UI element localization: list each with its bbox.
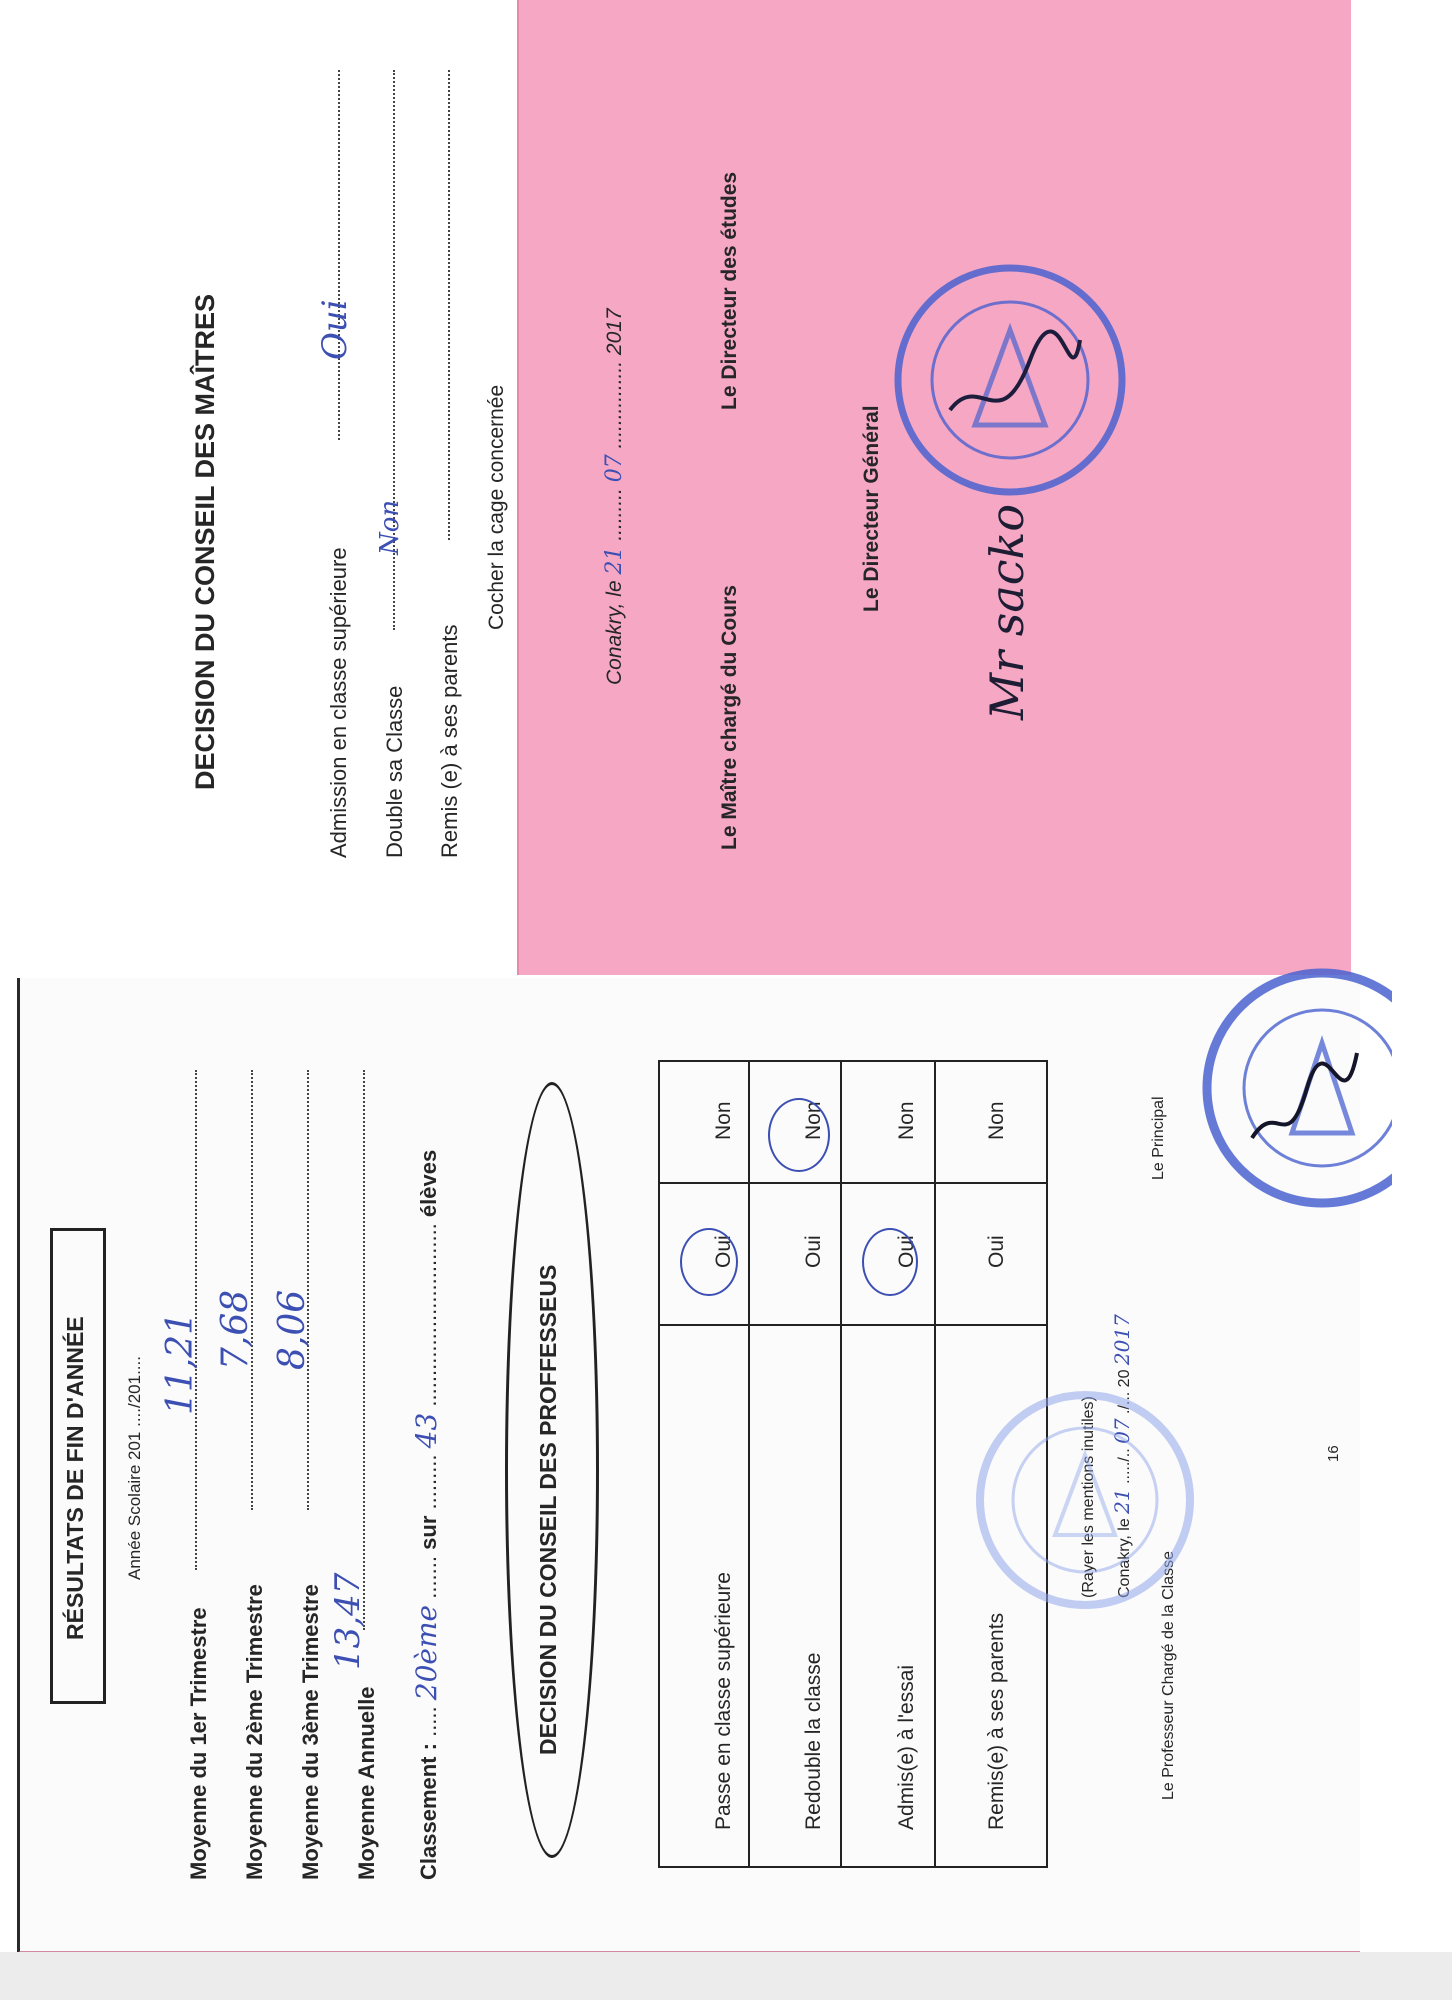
conseil-maitres-title: DECISION DU CONSEIL DES MAÎTRES xyxy=(190,293,220,790)
cell-oui-redouble: Oui xyxy=(802,1235,825,1268)
sig-professeur: Le Professeur Chargé de la Classe xyxy=(1160,1550,1177,1800)
classement-value: 20ème xyxy=(410,1604,443,1701)
avg-2-value: 7,68 xyxy=(215,1289,256,1370)
avg-1-label: Moyenne du 1er Trimestre xyxy=(186,1607,211,1880)
eleves-label: élèves xyxy=(416,1149,441,1218)
row-label-remis: Remis(e) à ses parents xyxy=(985,1612,1008,1830)
date-year: 2017 xyxy=(603,308,626,356)
date-year-white: 2017 xyxy=(1110,1314,1134,1366)
cell-non-admis: Non xyxy=(895,1101,918,1140)
avg-1-value: 11,21 xyxy=(160,1311,201,1415)
circle-mark-admis-oui xyxy=(862,1228,918,1296)
faded-stamp-white xyxy=(960,1375,1210,1625)
cell-oui-passe: Oui xyxy=(712,1235,735,1268)
table-row-divider xyxy=(660,1182,1046,1184)
sur-label: sur xyxy=(416,1515,441,1550)
annee-scolaire: Année Scolaire 201 ..../201.... xyxy=(125,1356,144,1580)
date-month: 07 xyxy=(602,454,627,483)
admission-value: Oui xyxy=(315,299,355,360)
sig-maitre: Le Maître chargé du Cours xyxy=(718,585,741,850)
cell-oui-remis: Oui xyxy=(985,1235,1008,1268)
double-label: Double sa Classe xyxy=(382,685,407,858)
date-month-white: 07 xyxy=(1110,1418,1134,1444)
signature-pink: Mr sacko xyxy=(980,503,1034,720)
cell-non-passe: Non xyxy=(712,1101,735,1140)
sig-directeur-general: Le Directeur Général xyxy=(860,405,883,612)
admission-dots xyxy=(338,70,340,440)
cell-non-redouble: Non xyxy=(802,1101,825,1140)
classement-row: Classement : ..... 20ème ....... sur ......... 43 .............................. élèves xyxy=(410,1149,443,1880)
table-row-divider xyxy=(660,1324,1046,1326)
page-number: 16 xyxy=(1325,1445,1342,1462)
avg-annual-dots xyxy=(363,1070,365,1630)
avg-2-label: Moyenne du 2ème Trimestre xyxy=(242,1584,267,1880)
double-value: Non xyxy=(375,499,405,555)
cocher-note: Cocher la cage concernée xyxy=(485,384,508,630)
circle-mark-redouble-non xyxy=(768,1098,830,1172)
date-day-white: 21 xyxy=(1110,1488,1134,1514)
remis-label: Remis (e) à ses parents xyxy=(437,624,462,858)
principal-stamp xyxy=(1182,958,1392,1220)
row-label-redouble: Redouble la classe xyxy=(802,1652,825,1830)
classement-label: Classement : xyxy=(416,1743,441,1880)
sur-value: 43 xyxy=(410,1412,443,1449)
conakry-date-white: Conakry, le 21 ...../.. 07 ./... 20 2017 xyxy=(1110,1314,1134,1598)
sig-principal: Le Principal xyxy=(1150,1096,1167,1180)
date-day: 21 xyxy=(602,546,627,575)
avg-annual-label: Moyenne Annuelle xyxy=(354,1686,379,1880)
avg-3-label: Moyenne du 3ème Trimestre xyxy=(298,1584,323,1880)
admission-label: Admission en classe supérieure xyxy=(326,547,351,858)
row-label-admis: Admis(e) à l'essai xyxy=(895,1664,918,1830)
official-stamp-pink xyxy=(880,250,1140,510)
results-title: RÉSULTATS DE FIN D'ANNÉE xyxy=(62,1316,88,1640)
date-prefix-white: Conakry, le xyxy=(1116,1518,1133,1598)
circle-mark-passe-oui xyxy=(680,1228,738,1296)
avg-annual-value: 13,47 xyxy=(328,1572,368,1670)
date-prefix: Conakry, le xyxy=(603,580,626,685)
cell-non-remis: Non xyxy=(985,1101,1008,1140)
remis-dots xyxy=(448,70,450,540)
sig-directeur-etudes: Le Directeur des études xyxy=(718,171,741,410)
conakry-date-pink: Conakry, le 21 ......... 07 ............... 2017 xyxy=(602,308,627,685)
cell-oui-admis: Oui xyxy=(895,1235,918,1268)
rayer-note: (Rayer les mentions inutiles) xyxy=(1080,1396,1097,1598)
page-edge xyxy=(0,1952,1452,2000)
prof-title: DECISION DU CONSEIL DES PROFFESSEUS xyxy=(535,1264,561,1755)
row-label-passe: Passe en classe supérieure xyxy=(712,1572,735,1830)
avg-3-value: 8,06 xyxy=(272,1289,313,1370)
